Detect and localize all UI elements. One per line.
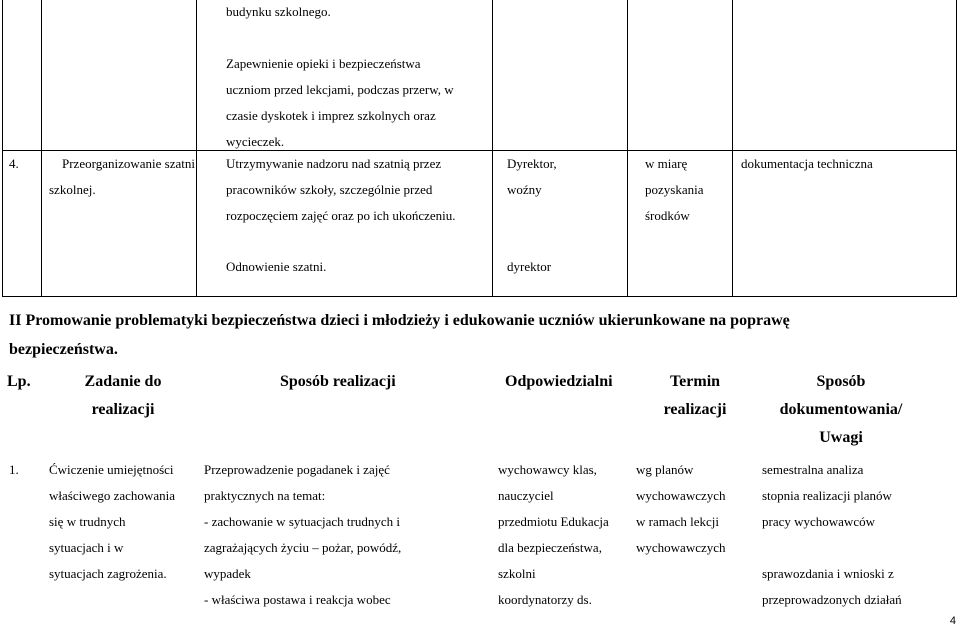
section-title: II Promowanie problematyki bezpieczeństwa dzieci i młodzieży i edukowanie uczniów ukierunkowane na poprawę: [9, 312, 790, 329]
header-lp: Lp.: [7, 373, 31, 390]
text-line: uczniom przed lekcjami, podczas przerw, w: [226, 82, 454, 97]
table-border: [732, 0, 733, 296]
text-line: realizacji: [91, 401, 155, 418]
text-line: w miarę: [645, 156, 688, 171]
text-line: czasie dyskotek i imprez szkolnych oraz: [226, 108, 436, 123]
text-line: zagrażających życiu – pożar, powódź,: [204, 540, 402, 555]
text-line: [226, 25, 454, 51]
text-line: praktycznych na temat:: [204, 488, 326, 503]
text-line: szkolnej.: [49, 182, 96, 197]
text-line: w ramach lekcji: [636, 514, 720, 529]
task-cell: [49, 151, 195, 203]
text-line: wycieczek.: [226, 134, 285, 149]
responsible-cell: [507, 151, 557, 203]
method-cell: [204, 457, 401, 613]
text-line: sytuacjach zagrożenia.: [49, 566, 167, 581]
table-border: [956, 0, 957, 296]
text-line: dokumentowania/: [779, 401, 903, 418]
text-line: wychowawczych: [636, 540, 726, 555]
text-line: nauczyciel: [498, 488, 554, 503]
text-line: Utrzymywanie nadzoru nad szatnią przez: [226, 156, 442, 171]
text-line: przeprowadzonych działań: [762, 592, 902, 607]
header-method: Sposób realizacji: [280, 373, 396, 390]
text-line: woźny: [507, 182, 542, 197]
text-line: wychowawcy klas,: [498, 462, 597, 477]
text-line: wypadek: [204, 566, 251, 581]
text-line: Zapewnienie opieki i bezpieczeństwa: [226, 56, 421, 71]
row-number: 4.: [9, 156, 19, 171]
text-line: się w trudnych: [49, 514, 126, 529]
table-border: [41, 0, 42, 296]
task-cell: [49, 457, 175, 587]
header-responsible: Odpowiedzialni: [505, 373, 613, 390]
text-line: - właściwa postawa i reakcja wobec: [204, 592, 391, 607]
text-line: Ćwiczenie umiejętności: [49, 462, 174, 477]
section-title-continued: bezpieczeństwa.: [9, 341, 118, 358]
text-line: - zachowanie w sytuacjach trudnych i: [204, 514, 401, 529]
text-line: realizacji: [663, 401, 727, 418]
text-line: Uwagi: [819, 429, 863, 446]
documentation-cell: [762, 457, 902, 613]
text-line: szkolni: [498, 566, 536, 581]
text-line: Przeprowadzenie pogadanek i zajęć: [204, 462, 390, 477]
table-border: [196, 0, 197, 296]
text-line: Sposób: [816, 373, 866, 390]
table-border: [2, 296, 957, 297]
text-line: dla bezpieczeństwa,: [498, 540, 602, 555]
responsible-cell-2: dyrektor: [507, 259, 552, 274]
method-cell-2: Odnowienie szatni.: [226, 259, 327, 274]
term-cell: [636, 457, 726, 561]
text-line: Termin: [669, 373, 721, 390]
method-cell: [226, 151, 456, 229]
text-line: budynku szkolnego.: [226, 4, 331, 19]
table-border: [627, 0, 628, 296]
table-border: [492, 0, 493, 296]
text-line: Przeorganizowanie szatni: [62, 156, 195, 171]
text-line: przedmiotu Edukacja: [498, 514, 609, 529]
text-line: sprawozdania i wnioski z: [762, 566, 894, 581]
page-number: 4: [949, 615, 956, 627]
continued-method-cell: [226, 0, 454, 155]
text-line: sytuacjach i w: [49, 540, 124, 555]
text-line: koordynatorzy ds.: [498, 592, 592, 607]
text-line: Zadanie do: [84, 373, 162, 390]
table-border: [2, 0, 3, 296]
text-line: wg planów: [636, 462, 694, 477]
text-line: wychowawczych: [636, 488, 726, 503]
responsible-cell: [498, 457, 609, 613]
text-line: rozpoczęciem zajęć oraz po ich ukończeniu.: [226, 208, 456, 223]
text-line: pozyskania: [645, 182, 704, 197]
header-task: [63, 368, 183, 424]
text-line: właściwego zachowania: [49, 488, 175, 503]
documentation-cell: dokumentacja techniczna: [741, 156, 873, 171]
text-line: semestralna analiza: [762, 462, 864, 477]
header-documentation: [766, 368, 916, 452]
text-line: środków: [645, 208, 690, 223]
text-line: pracowników szkoły, szczególnie przed: [226, 182, 433, 197]
text-line: pracy wychowawców: [762, 514, 875, 529]
text-line: stopnia realizacji planów: [762, 488, 892, 503]
text-line: [762, 535, 902, 561]
term-cell: [645, 151, 703, 229]
header-term: [640, 368, 750, 424]
row-number: 1.: [9, 462, 19, 477]
text-line: Dyrektor,: [507, 156, 557, 171]
